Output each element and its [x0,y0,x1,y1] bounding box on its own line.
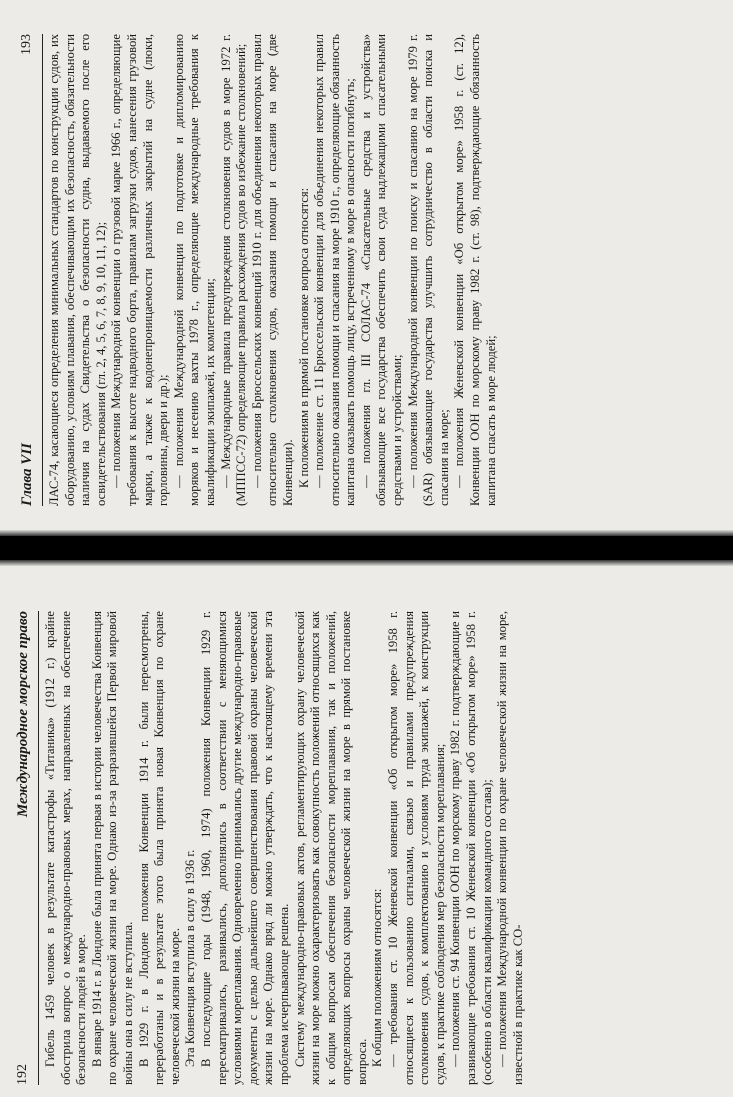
paragraph: — положения Международной конвенции по поиску и спасанию на море 1979 г. (SAR) обязывающие государства улучшить сотрудничество в области поиска и спасания на море; [405,34,451,506]
page-192 [0,566,733,1097]
paragraph: — положения Женевской конвенции «Об открытом море» 1958 г. (ст. 12), Конвенции ООН по морскому праву 1982 г. (ст. 98), подтверждающие обязанность капитана спасать в море людей; [452,34,498,506]
paragraph: Систему международно-правовых актов, регламентирующих охрану человеческой жизни на море можно охарактеризовать как совокупность положений относящихся как к общим вопросам обеспечения безопасности мореплавания, так и положений, определяющих вопросы охраны человеческой жизни на море в прямой постановке вопроса. [292,611,369,1085]
page-body [47,34,499,506]
page-body [43,611,526,1085]
page-header [8,611,39,1085]
paragraph: К общим положениям относятся: [370,888,385,1067]
paragraph: — положения гл. III СОЛАС-74 «Спасательные средства и устройства» обязывающие все государства обеспечить свои суда надлежащими спасательными средствами и устройствами; [358,34,405,506]
paragraph: — положения Международной конвенции по охране человеческой жизни на море, известной в практике как СО- [495,611,525,1085]
paragraph: В январе 1914 г. в Лондоне была принята первая в истории человечества Конвенция по охране человеческой жизни на море. Однако из-за разразившейся Первой мировой войны она в силу не вступила. [89,611,135,1085]
running-head: Глава VII [18,443,35,506]
paragraph: К положениям в прямой постановке вопроса относятся: [296,187,311,488]
paragraph: — положения Брюссельских конвенций 1910 г. для объединения некоторых правил относительно столкновения судов, оказания помощи и спасания на море (две Конвенции). [249,34,295,506]
paragraph: — положения Международной конвенции о грузовой марке 1966 г., определяющие требования к высоте надводного борта, правилам загрузки судов, нанесения грузовой марки, а также к водонепроницаемости различных закрытий на судне (люки, горловины, двери и др.); [109,34,171,506]
paragraph: ЛАС-74, касающиеся определения минимальных стандартов по конструкции судов, их оборудованию, условиям плавания, обеспечивающим их безопасность, обязательности наличия на судах Свидетельства о безопасности судна, выдаваемого после его освидетельствования (гл. 2, 4, 5, 6, 7, 8, 9, 10, 11, 12); [47,34,108,506]
page-193 [0,0,733,530]
book-spine [0,536,733,560]
page-header [12,34,43,506]
paragraph: — требования ст. 10 Женевской конвенции «Об открытом море» 1958 г. относящиеся к пользованию сигналами, связью и правилами предупреждения столкновения судов, к комплектованию и условиям труда экипажей, к конструкции судов, к практике соблюдения мер безопасности мореплавания; [386,611,447,1085]
running-head: Международное морское право [14,611,31,818]
paragraph: — Международные правила предупреждения столкновения судов в море 1972 г. (МППСС-72) определяющие правила расхождения судов во избежание столкновений; [218,34,249,506]
page-number: 192 [15,1064,30,1085]
paragraph: — положение ст. 11 Брюссельской конвенции для объединения некоторых правил относительно оказания помощи и спасания на море 1910 г., определяющие обязанность капитана оказывать помощь лицу, встреченному в море в опасности погибнуть; [312,34,358,506]
paragraph: В последующие годы (1948, 1960, 1974) положения Конвенции 1929 г. пересматривались, развивались, дополнялись в соответствии с меняющимися условиями мореплавания. Одновременно принимались другие международно-правовые документы с целью дальнейшего совершенствования правовой охраны человеческой жизни на море. Однако вряд ли можно утверждать, что к настоящему времени эта проблема исчерпывающе решена. [198,611,291,1085]
paragraph: Гибель 1459 человек в результате катастрофы «Титаника» (1912 г.) крайне обострила вопрос о международно-правовых мерах, направленных на обеспечение безопасности людей в море. [43,611,89,1085]
paragraph: — положения Международной конвенции по подготовке и дипломированию моряков и несению вахты 1978 г., определяющие международные требования к квалификации экипажей, их компетенции; [171,34,217,506]
paragraph: — положения ст. 94 Конвенции ООН по морскому праву 1982 г. подтверждающие и развивающие требования ст. 10 Женевской конвенции «Об открытом море» 1958 г. (особенно в области квалификации командного состава); [448,611,494,1085]
page-number: 193 [19,34,34,55]
paragraph: Эта Конвенция вступила в силу в 1936 г. [183,849,198,1067]
paragraph: В 1929 г. в Лондоне положения Конвенции 1914 г. были пересмотрены, переработаны и в результате этого была принята новая Конвенция по охране человеческой жизни на море. [136,611,182,1085]
